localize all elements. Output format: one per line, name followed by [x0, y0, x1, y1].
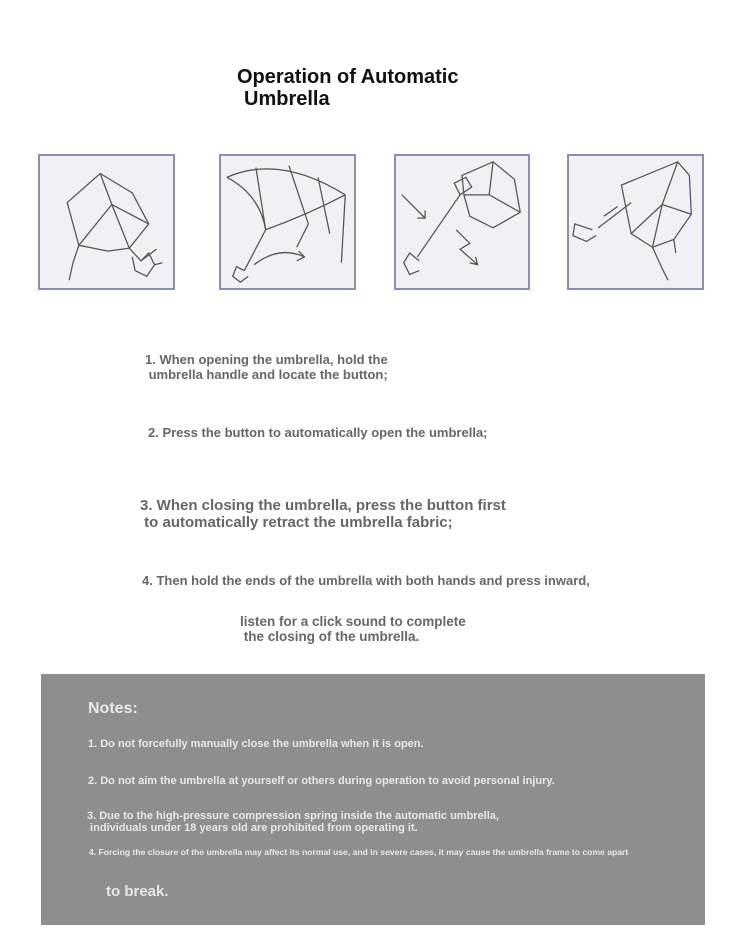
step-3-text: 3. When closing the umbrella, press the button first to automatically retract the umbrella fabric; — [140, 497, 506, 531]
note-1: 1. Do not forcefully manually close the umbrella when it is open. — [88, 738, 424, 750]
note-4: 4. Forcing the closure of the umbrella may affect its normal use, and in severe cases, it may cause the umbrella frame to come apart — [89, 847, 629, 857]
step-2-text: 2. Press the button to automatically open the umbrella; — [148, 425, 488, 440]
hand-holding-folded-umbrella-icon — [40, 156, 173, 288]
opened-umbrella-icon — [221, 156, 354, 288]
step-1-text: 1. When opening the umbrella, hold the umbrella handle and locate the button; — [145, 352, 388, 382]
notes-title: Notes: — [88, 700, 138, 717]
hands-compressing-umbrella-icon — [569, 156, 702, 288]
title-line-2: Umbrella — [244, 88, 330, 110]
step-4-continuation: listen for a click sound to complete the closing of the umbrella. — [240, 614, 466, 644]
title-line-1: Operation of Automatic — [237, 66, 459, 88]
illustration-step-3 — [394, 154, 530, 290]
note-2: 2. Do not aim the umbrella at yourself or others during operation to avoid personal injury. — [88, 775, 555, 787]
note-4-overflow — [705, 847, 750, 861]
illustration-step-4 — [567, 154, 704, 290]
illustration-step-1 — [38, 154, 175, 290]
note-3: 3. Due to the high-pressure compression spring inside the automatic umbrella, individuals under 18 years old are prohibited from operating it. — [87, 810, 499, 834]
notes-box — [41, 674, 705, 925]
closing-umbrella-icon — [396, 156, 528, 288]
illustration-step-2 — [219, 154, 356, 290]
note-4-continuation: to break. — [106, 883, 169, 900]
step-4-text: 4. Then hold the ends of the umbrella with both hands and press inward, — [142, 573, 590, 588]
page-title — [237, 66, 537, 110]
